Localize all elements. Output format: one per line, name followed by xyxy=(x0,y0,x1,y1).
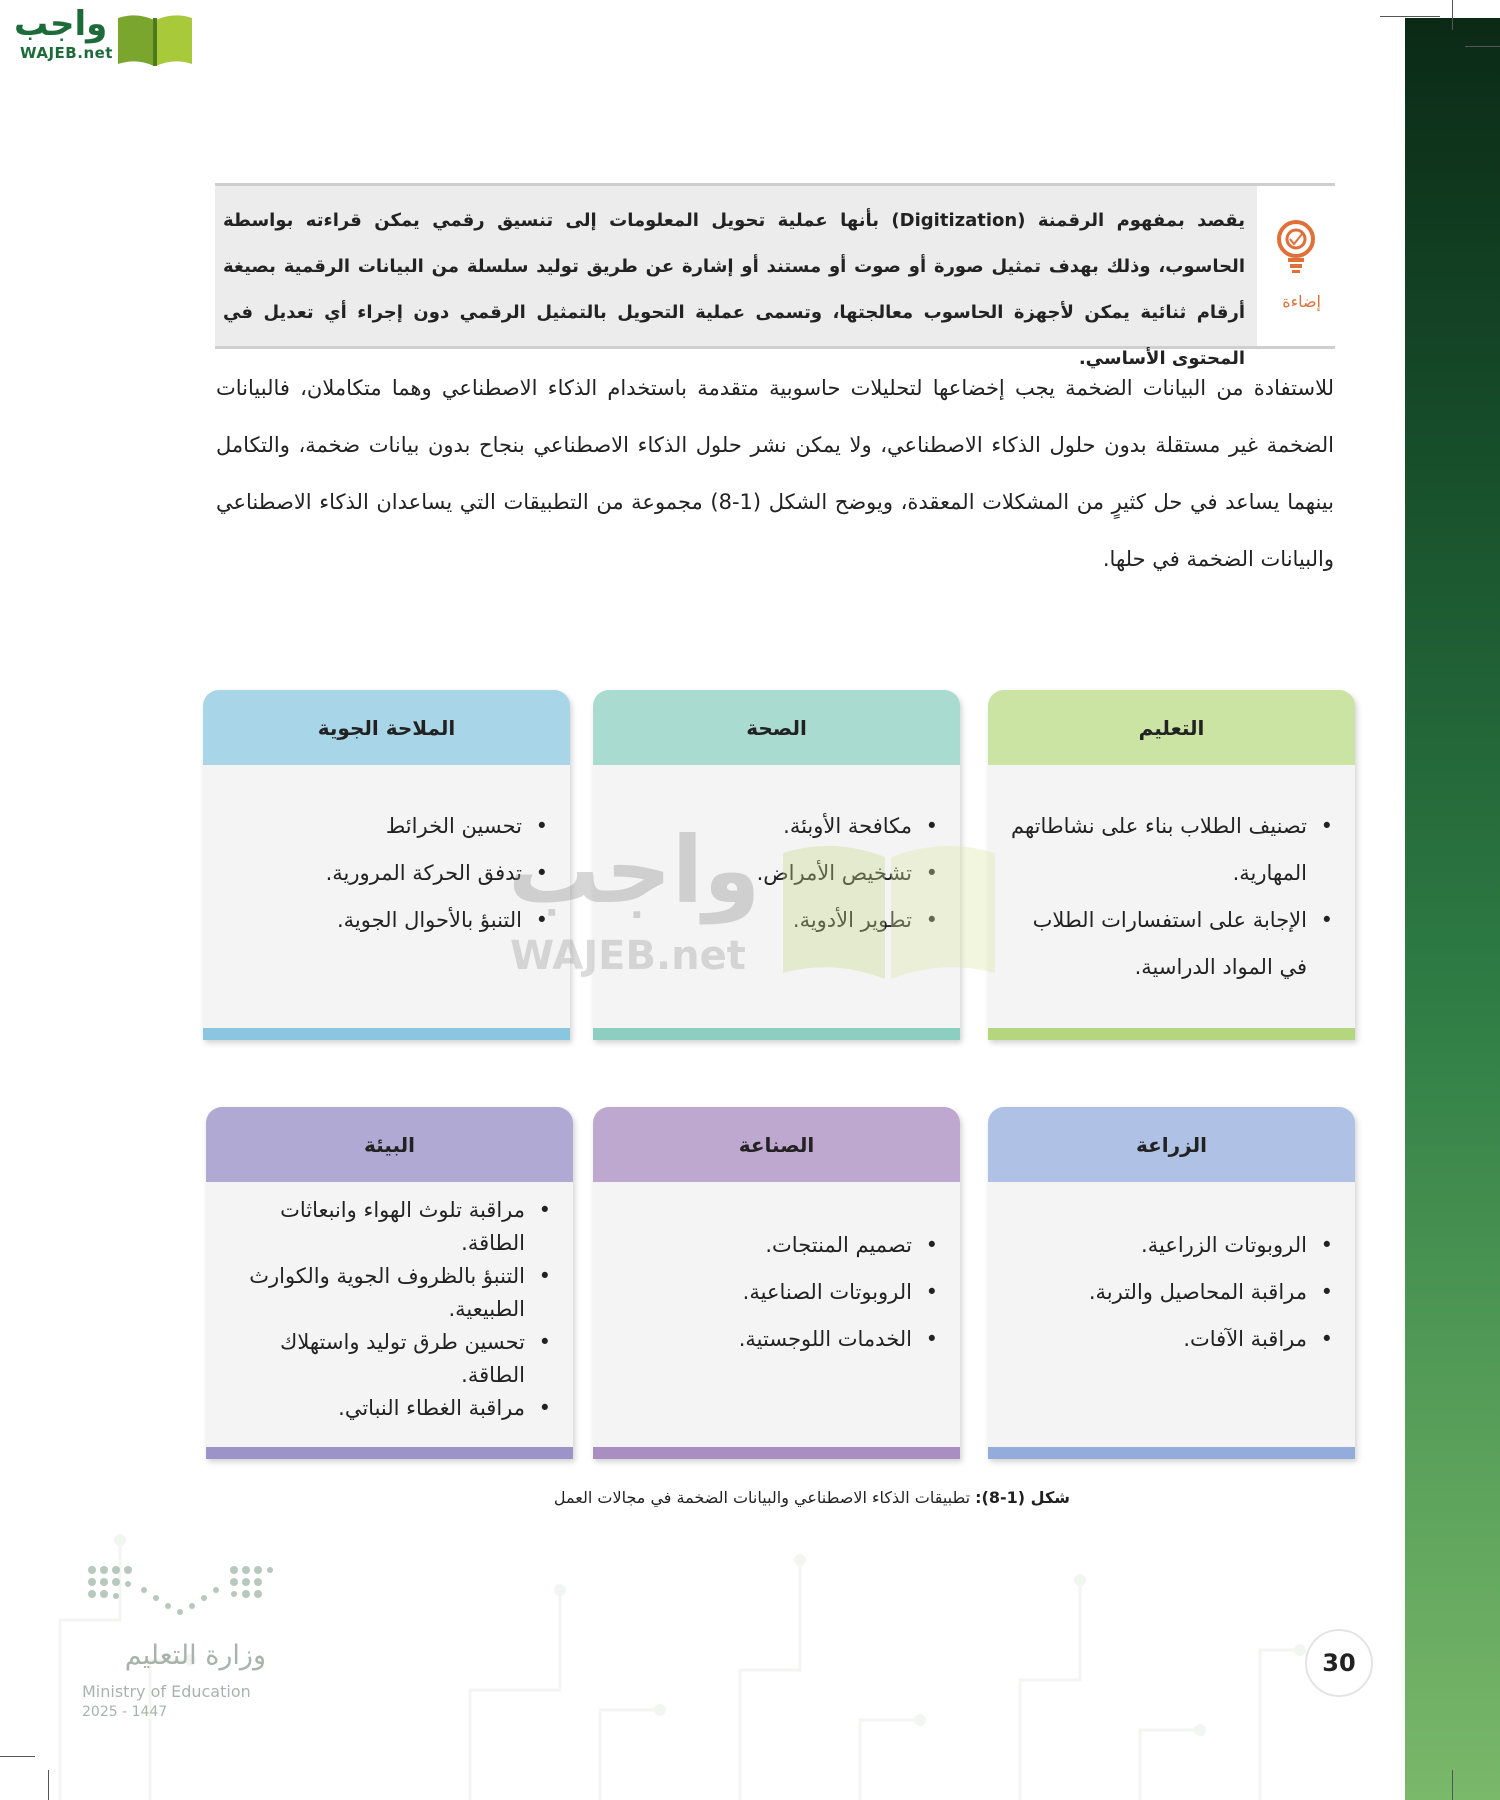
card-environment xyxy=(206,1107,573,1459)
crop-mark xyxy=(0,1756,35,1757)
list-item: • تحسين طرق توليد واستهلاك الطاقة. xyxy=(220,1326,553,1392)
list-item: • الروبوتات الزراعية. xyxy=(1002,1222,1335,1269)
list-item: • تدفق الحركة المرورية. xyxy=(217,850,550,897)
card-footer-bar xyxy=(203,1028,570,1040)
list-item: • مراقبة الغطاء النباتي. xyxy=(220,1392,553,1425)
list-item: • الروبوتات الصناعية. xyxy=(607,1269,940,1316)
body-paragraph: للاستفادة من البيانات الضخمة يجب إخضاعها لتحليلات حاسوبية متقدمة باستخدام الذكاء الاصطناعي وهما متكاملان، فالبيانات الضخمة غير مستقلة بدون حلول الذكاء الاصطناعي، ولا يمكن نشر حلول الذكاء الاصطناعي بنجاح بدون بيانات ضخمة، والتكامل بينهما يساعد في حل كثيرٍ من المشكلات المعقدة، ويوضح الشكل (1-8) مجموعة من التطبيقات التي يساعدان الذكاء الاصطناعي والبيانات الضخمة في حلها. xyxy=(216,376,1334,571)
crop-mark xyxy=(1465,46,1500,47)
list-item: • مكافحة الأوبئة. xyxy=(607,803,940,850)
list-item: • التنبؤ بالظروف الجوية والكوارث الطبيعية. xyxy=(220,1260,553,1326)
list-item: • الخدمات اللوجستية. xyxy=(607,1316,940,1363)
page-number: 30 xyxy=(1305,1629,1373,1697)
ministry-year: 2025 - 1447 xyxy=(82,1704,168,1720)
crop-mark xyxy=(1452,0,1453,30)
card-footer-bar xyxy=(988,1447,1355,1459)
list-item: • الإجابة على استفسارات الطلاب في المواد الدراسية. xyxy=(1002,897,1335,991)
illumination-text: يقصد بمفهوم الرقمنة (Digitization) بأنها عملية تحويل المعلومات إلى تنسيق رقمي يمكن قراءته بواسطة الحاسوب، وذلك بهدف تمثيل صورة أو صوت أو مستند أو إشارة عن طريق توليد سلسلة من البيانات الرقمية بصيغة أرقام ثنائية يمكن لأجهزة الحاسوب معالجتها، وتسمى عملية التحويل بالتمثيل الرقمي دون إجراء أي تعديل في المحتوى الأساسي. xyxy=(223,210,1246,369)
list-item: • تحسين الخرائط xyxy=(217,803,550,850)
caption-text: تطبيقات الذكاء الاصطناعي والبيانات الضخمة في مجالات العمل xyxy=(553,1488,976,1507)
list-item: • تصنيف الطلاب بناء على نشاطاتهم المهارية. xyxy=(1002,803,1335,897)
card-title: التعليم xyxy=(988,690,1355,765)
watermark-arabic: واجب xyxy=(508,817,761,924)
logo-latin: WAJEB.net xyxy=(20,44,113,62)
card-footer-bar xyxy=(593,1447,960,1459)
illumination-label: إضاءة xyxy=(1282,292,1321,311)
ministry-dots-icon xyxy=(84,1562,274,1620)
card-title: الزراعة xyxy=(988,1107,1355,1182)
card-aviation xyxy=(203,690,570,1040)
list-item: • تطوير الأدوية. xyxy=(607,897,940,944)
card-title: البيئة xyxy=(206,1107,573,1182)
card-title: الصحة xyxy=(593,690,960,765)
wajeb-logo[interactable] xyxy=(8,4,198,68)
card-footer-bar xyxy=(206,1447,573,1459)
card-agriculture xyxy=(988,1107,1355,1459)
card-title: الملاحة الجوية xyxy=(203,690,570,765)
lightbulb-icon xyxy=(1275,220,1317,274)
card-footer-bar xyxy=(988,1028,1355,1040)
illumination-box xyxy=(215,183,1335,369)
caption-label: شكل (1-8): xyxy=(975,1488,1070,1507)
ministry-logo xyxy=(80,1560,280,1730)
card-title: الصناعة xyxy=(593,1107,960,1182)
illumination-icon-cell xyxy=(1257,186,1335,346)
card-industry xyxy=(593,1107,960,1459)
watermark-latin: WAJEB.net xyxy=(510,933,746,979)
crop-mark xyxy=(1452,1770,1453,1800)
list-item: • تصميم المنتجات. xyxy=(607,1222,940,1269)
side-green-bar xyxy=(1405,18,1500,1800)
ministry-arabic-name: وزارة التعليم xyxy=(124,1640,266,1671)
logo-arabic: واجب xyxy=(14,4,108,44)
ministry-english-name: Ministry of Education xyxy=(82,1682,251,1701)
list-item: • مراقبة تلوث الهواء وانبعاثات الطاقة. xyxy=(220,1194,553,1260)
list-item: • مراقبة الآفات. xyxy=(1002,1316,1335,1363)
card-health xyxy=(593,690,960,1040)
book-icon xyxy=(114,10,196,68)
card-footer-bar xyxy=(593,1028,960,1040)
list-item: • التنبؤ بالأحوال الجوية. xyxy=(217,897,550,944)
figure-caption xyxy=(480,1488,1070,1507)
crop-mark xyxy=(1380,16,1440,17)
card-education xyxy=(988,690,1355,1040)
list-item: • مراقبة المحاصيل والتربة. xyxy=(1002,1269,1335,1316)
list-item: • تشخيص الأمراض. xyxy=(607,850,940,897)
